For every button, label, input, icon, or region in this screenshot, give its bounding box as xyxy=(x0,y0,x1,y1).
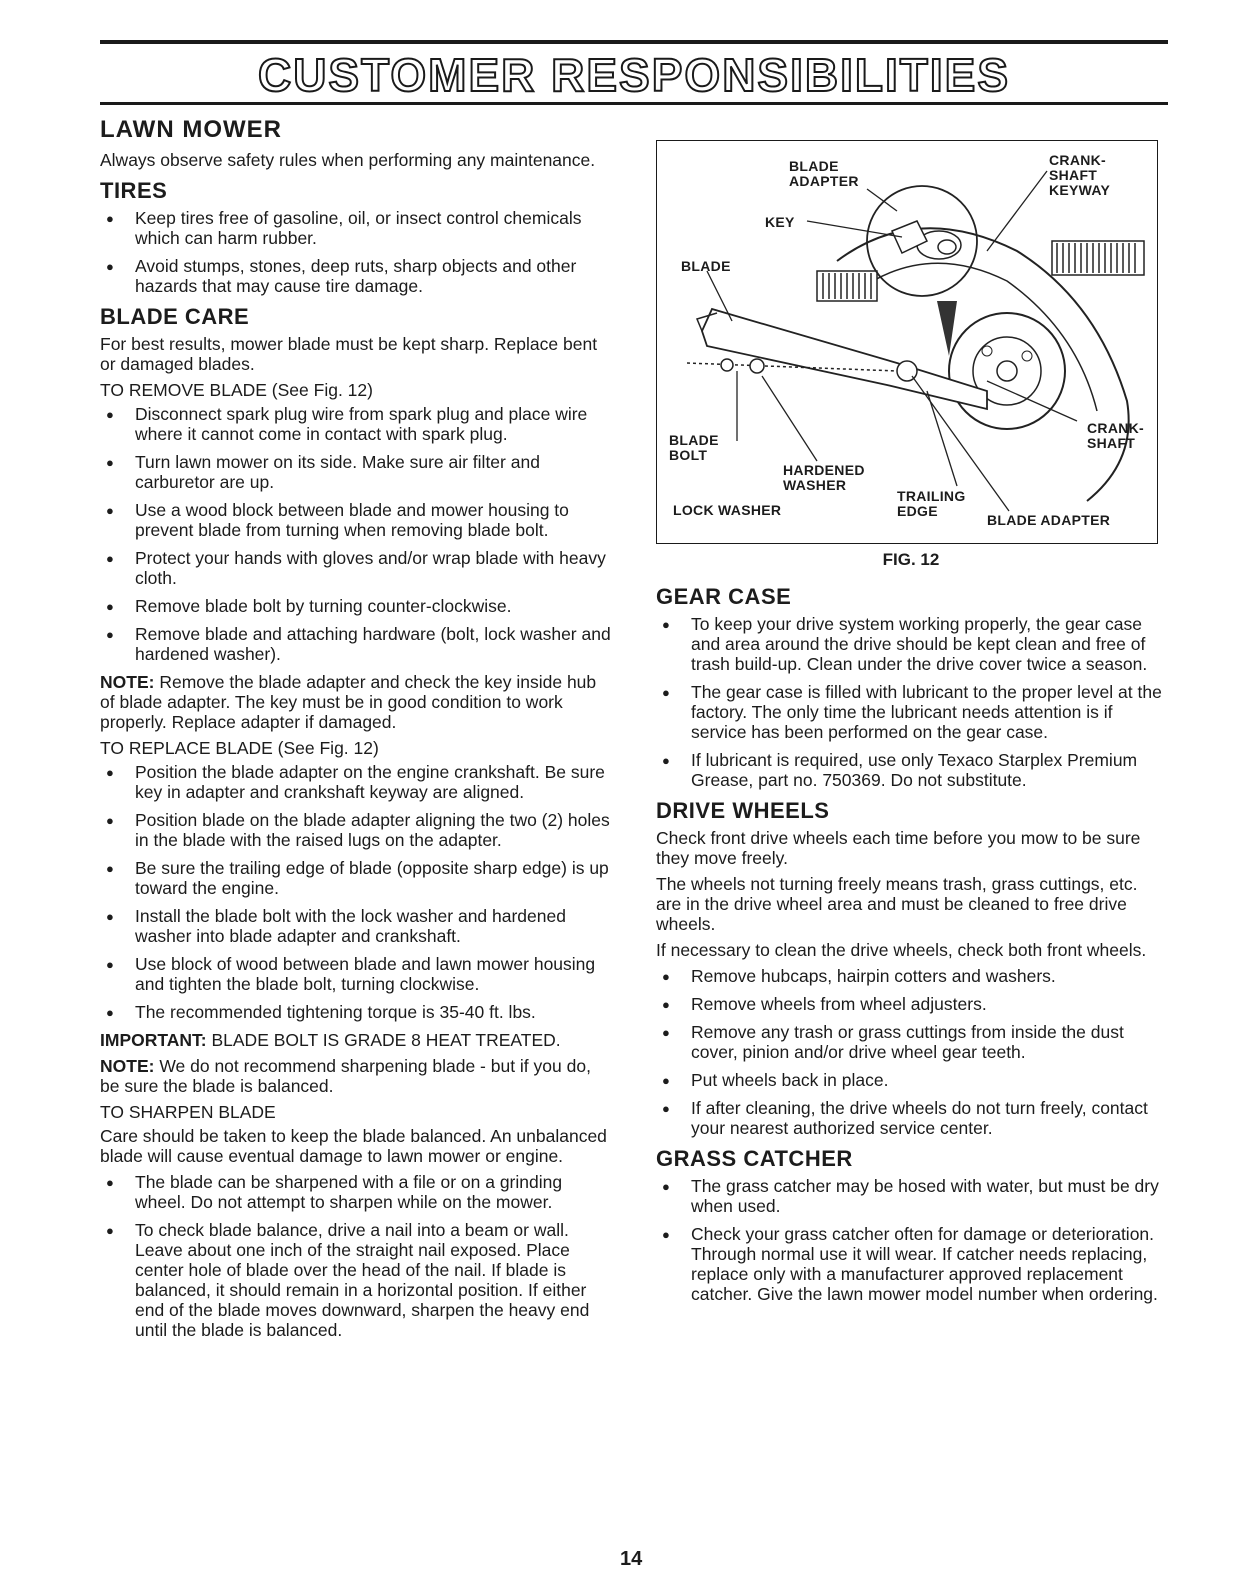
label-blade-adapter-bottom: BLADE ADAPTER xyxy=(987,512,1111,528)
list-item: ● The grass catcher may be hosed with water, but must be dry when used. xyxy=(662,1176,1159,1216)
bullet-icon: ● xyxy=(106,455,114,470)
bullet-icon: ● xyxy=(106,765,114,780)
remove-blade-heading: TO REMOVE BLADE (See Fig. 12) xyxy=(100,380,373,400)
lawn-mower-intro: Always observe safety rules when performing any maintenance. xyxy=(100,150,596,170)
drive-wheels-para: Check front drive wheels each time before you mow to be sure they move freely. xyxy=(656,828,1141,868)
list-item: ● To check blade balance, drive a nail into a beam or wall. Leave about one inch of the straight nail exposed. Place center hole of blade over the head of the nail. If blade is balanced, it should remain in a horizontal position. If either end of the blade moves downward, sharpen the heavy end until the blade is balanced. xyxy=(106,1220,590,1340)
replace-blade-list xyxy=(100,762,615,1022)
blade-care-intro: For best results, mower blade must be kept sharp. Replace bent or damaged blades. xyxy=(100,334,598,374)
bullet-icon: ● xyxy=(106,599,114,614)
drive-wheels-para: The wheels not turning freely means trash, grass cuttings, etc. are in the drive wheel area and must be cleaned to free drive wheels. xyxy=(656,874,1138,934)
bullet-icon: ● xyxy=(106,407,114,422)
list-item: ● Remove blade bolt by turning counter-clockwise. xyxy=(106,596,512,616)
list-item: ● Remove blade and attaching hardware (bolt, lock washer and hardened washer). xyxy=(106,624,611,664)
bullet-icon: ● xyxy=(106,551,114,566)
label-crankshaft: CRANK- SHAFT xyxy=(1087,420,1145,451)
bullet-icon: ● xyxy=(106,861,114,876)
drive-wheels-heading: DRIVE WHEELS xyxy=(656,798,830,823)
list-item: ● Remove hubcaps, hairpin cotters and washers. xyxy=(662,966,1056,986)
label-blade-adapter-top: BLADE ADAPTER xyxy=(789,158,859,189)
bullet-icon: ● xyxy=(106,259,114,274)
label-lock-washer: LOCK WASHER xyxy=(673,502,782,518)
list-item: ● Remove any trash or grass cuttings from inside the dust cover, pinion and/or drive wheel gear teeth. xyxy=(662,1022,1124,1062)
bullet-icon: ● xyxy=(106,1005,114,1020)
sharpen-intro: Care should be taken to keep the blade balanced. An unbalanced blade will cause eventual damage to lawn mower or engine. xyxy=(100,1126,607,1166)
drive-wheels-list xyxy=(656,966,1166,1138)
label-trailing-edge: TRAILING EDGE xyxy=(897,488,966,519)
list-item: ● The blade can be sharpened with a file or on a grinding wheel. Do not attempt to sharpen while on the mower. xyxy=(106,1172,563,1212)
figure-caption: FIG. 12 xyxy=(882,550,940,569)
lawn-mower-heading: LAWN MOWER xyxy=(100,116,282,143)
bullet-icon: ● xyxy=(106,1175,114,1190)
right-column xyxy=(656,116,1166,1312)
grass-catcher-list xyxy=(656,1176,1166,1304)
title-underline xyxy=(100,102,1168,105)
bullet-icon: ● xyxy=(106,211,114,226)
blade-care-heading: BLADE CARE xyxy=(100,304,250,329)
list-item: ● Check your grass catcher often for damage or deterioration. Through normal use it will wear. If catcher needs replacing, replace only with a manufacturer approved replacement catcher. Give the lawn mower model number when ordering. xyxy=(662,1224,1158,1304)
blade-diagram xyxy=(656,140,1158,544)
sharpen-blade-heading: TO SHARPEN BLADE xyxy=(100,1102,276,1122)
sharpen-list xyxy=(100,1172,615,1340)
list-item: ● If after cleaning, the drive wheels do not turn freely, contact your nearest authorized service center. xyxy=(662,1098,1148,1138)
bullet-icon: ● xyxy=(662,969,670,984)
bullet-icon: ● xyxy=(106,813,114,828)
label-blade: BLADE xyxy=(681,258,731,274)
list-item: ● Put wheels back in place. xyxy=(662,1070,889,1090)
list-item: ● Avoid stumps, stones, deep ruts, sharp objects and other hazards that may cause tire damage. xyxy=(106,256,577,296)
list-item: ● Use block of wood between blade and lawn mower housing and tighten the blade bolt, turning clockwise. xyxy=(106,954,596,994)
list-item: ● If lubricant is required, use only Texaco Starplex Premium Grease, part no. 750369. Do not substitute. xyxy=(662,750,1138,790)
label-hardened-washer: HARDENED WASHER xyxy=(783,462,865,493)
label-crankshaft-keyway: CRANK- SHAFT KEYWAY xyxy=(1049,152,1111,198)
label-blade-bolt: BLADE BOLT xyxy=(669,432,719,463)
tires-heading: TIRES xyxy=(100,178,168,203)
remove-blade-list xyxy=(100,404,615,664)
bullet-icon: ● xyxy=(662,1073,670,1088)
bullet-icon: ● xyxy=(106,909,114,924)
page-number: 14 xyxy=(620,1548,643,1570)
bullet-icon: ● xyxy=(662,685,670,700)
note-sharpening: NOTE: We do not recommend sharpening blade - but if you do, be sure the blade is balanced. xyxy=(100,1056,591,1096)
list-item: ● Turn lawn mower on its side. Make sure air filter and carburetor are up. xyxy=(106,452,540,492)
bullet-icon: ● xyxy=(106,627,114,642)
bullet-icon: ● xyxy=(662,617,670,632)
list-item: ● Use a wood block between blade and mower housing to prevent blade from turning when removing blade bolt. xyxy=(106,500,569,540)
note-adapter: NOTE: Remove the blade adapter and check the key inside hub of blade adapter. The key must be in good condition to work properly. Replace adapter if damaged. xyxy=(100,672,597,732)
bullet-icon: ● xyxy=(106,1223,114,1238)
label-key: KEY xyxy=(765,214,795,230)
tires-list xyxy=(100,208,615,296)
list-item: ● Protect your hands with gloves and/or wrap blade with heavy cloth. xyxy=(106,548,606,588)
left-column xyxy=(100,116,615,1348)
gear-case-list xyxy=(656,614,1166,790)
list-item: ● The recommended tightening torque is 35-40 ft. lbs. xyxy=(106,1002,536,1022)
bullet-icon: ● xyxy=(106,957,114,972)
bullet-icon: ● xyxy=(662,1227,670,1242)
list-item: ● Disconnect spark plug wire from spark plug and place wire where it cannot come in contact with spark plug. xyxy=(106,404,588,444)
list-item: ● Remove wheels from wheel adjusters. xyxy=(662,994,987,1014)
top-rule xyxy=(100,40,1168,44)
bullet-icon: ● xyxy=(662,1025,670,1040)
list-item: ● Position blade on the blade adapter aligning the two (2) holes in the blade with the raised lugs on the adapter. xyxy=(106,810,610,850)
list-item: ● Install the blade bolt with the lock washer and hardened washer into blade adapter and crankshaft. xyxy=(106,906,566,946)
bullet-icon: ● xyxy=(662,997,670,1012)
list-item: ● Position the blade adapter on the engine crankshaft. Be sure key in adapter and crankshaft keyway are aligned. xyxy=(106,762,605,802)
list-item: ● Keep tires free of gasoline, oil, or insect control chemicals which can harm rubber. xyxy=(106,208,582,248)
grass-catcher-heading: GRASS CATCHER xyxy=(656,1146,853,1171)
bullet-icon: ● xyxy=(662,1101,670,1116)
replace-blade-heading: TO REPLACE BLADE (See Fig. 12) xyxy=(100,738,379,758)
bullet-icon: ● xyxy=(106,503,114,518)
bullet-icon: ● xyxy=(662,1179,670,1194)
list-item: ● Be sure the trailing edge of blade (opposite sharp edge) is up toward the engine. xyxy=(106,858,609,898)
blade-diagram-drawing xyxy=(657,141,1157,543)
drive-wheels-para: If necessary to clean the drive wheels, check both front wheels. xyxy=(656,940,1147,960)
page-title: CUSTOMER RESPONSIBILITIES xyxy=(257,49,1011,101)
list-item: ● To keep your drive system working properly, the gear case and area around the drive should be kept clean and free of trash build-up. Clean under the drive cover twice a season. xyxy=(662,614,1148,674)
list-item: ● The gear case is filled with lubricant to the proper level at the factory. The only time the lubricant needs attention is if service has been performed on the gear case. xyxy=(662,682,1162,742)
gear-case-heading: GEAR CASE xyxy=(656,584,792,609)
bullet-icon: ● xyxy=(662,753,670,768)
important-note: IMPORTANT: BLADE BOLT IS GRADE 8 HEAT TREATED. xyxy=(100,1030,561,1050)
